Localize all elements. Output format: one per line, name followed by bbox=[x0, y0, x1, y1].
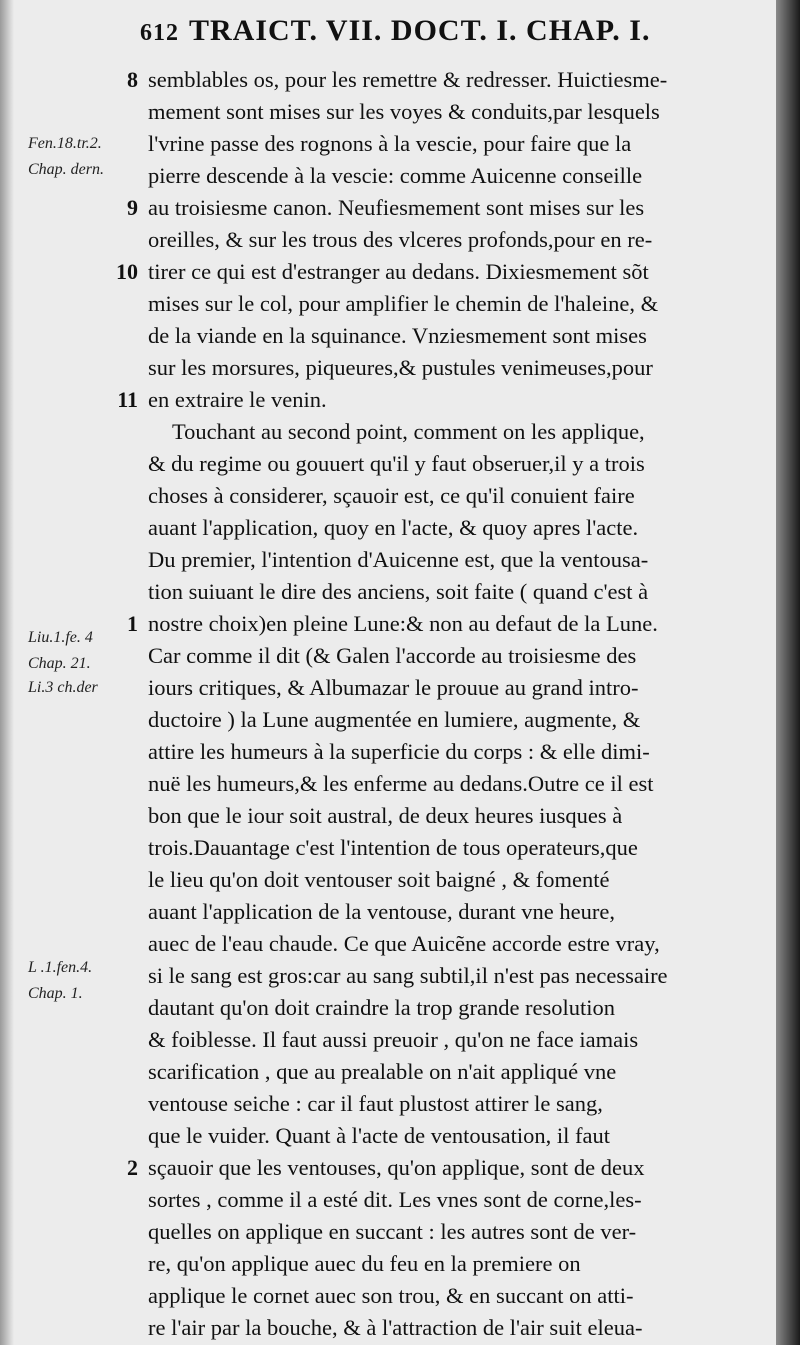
text-line: choses à considerer, sçauoir est, ce qu'il conuient faire bbox=[148, 483, 635, 508]
text-line: auant l'application, quoy en l'acte, & quoy apres l'acte. bbox=[148, 515, 639, 540]
text-line: quelles on applique en succant : les autres sont de ver- bbox=[148, 1219, 637, 1244]
text-line: Du premier, l'intention d'Auicenne est, que la ventousa- bbox=[148, 547, 649, 572]
running-header bbox=[140, 14, 650, 48]
text-line: iours critiques, & Albumazar le prouue au grand intro- bbox=[148, 675, 639, 700]
text-line: tirer ce qui est d'estranger au dedans. Dixiesmement sõt bbox=[148, 259, 649, 284]
text-line: mises sur le col, pour amplifier le chemin de l'haleine, & bbox=[148, 291, 659, 316]
line-number: 11 bbox=[117, 387, 138, 412]
text-line: l'vrine passe des rognons à la vescie, pour faire que la bbox=[148, 131, 632, 156]
margin-note: Li.3 ch.der bbox=[28, 679, 98, 696]
text-line: au troisiesme canon. Neufiesmement sont mises sur les bbox=[148, 195, 645, 220]
text-line: trois.Dauantage c'est l'intention de tous operateurs,que bbox=[148, 835, 638, 860]
text-line: sur les morsures, piqueures,& pustules venimeuses,pour bbox=[148, 355, 653, 380]
text-line: applique le cornet auec son trou, & en succant on atti- bbox=[148, 1283, 634, 1308]
text-line: pierre descende à la vescie: comme Auicenne conseille bbox=[148, 163, 643, 188]
page-number: 612 bbox=[140, 20, 179, 46]
text-line: en extraire le venin. bbox=[148, 387, 327, 412]
margin-note: Chap. 1. bbox=[28, 985, 83, 1002]
line-number: 8 bbox=[127, 67, 138, 92]
margin-note: L .1.fen.4. bbox=[28, 959, 93, 976]
margin-note: Liu.1.fe. 4 bbox=[28, 629, 93, 646]
running-title: TRAICT. VII. DOCT. I. CHAP. I. bbox=[189, 14, 651, 47]
text-line: attire les humeurs à la superficie du corps : & elle dimi- bbox=[148, 739, 650, 764]
text-line: scarification , que au prealable on n'ait appliqué vne bbox=[148, 1059, 617, 1084]
text-line: sortes , comme il a esté dit. Les vnes sont de corne,les- bbox=[148, 1187, 642, 1212]
margin-note: Chap. dern. bbox=[28, 161, 104, 178]
margin-note: Chap. 21. bbox=[28, 655, 91, 672]
text-line: & du regime ou gouuert qu'il y faut obseruer,il y a trois bbox=[148, 451, 645, 476]
margin-note: Fen.18.tr.2. bbox=[28, 135, 102, 152]
text-line: ventouse seiche : car il faut plustost attirer le sang, bbox=[148, 1091, 603, 1116]
text-line: auec de l'eau chaude. Ce que Auicẽne accorde estre vray, bbox=[148, 931, 660, 956]
text-line: si le sang est gros:car au sang subtil,il n'est pas necessaire bbox=[148, 963, 668, 988]
text-line: Car comme il dit (& Galen l'accorde au troisiesme des bbox=[148, 643, 637, 668]
text-line: mement sont mises sur les voyes & conduits,par lesquels bbox=[148, 99, 660, 124]
text-line: re, qu'on applique auec du feu en la premiere on bbox=[148, 1251, 581, 1276]
text-line: dautant qu'on doit craindre la trop grande resolution bbox=[148, 995, 616, 1020]
text-line: sçauoir que les ventouses, qu'on applique, sont de deux bbox=[148, 1155, 645, 1180]
text-line: le lieu qu'on doit ventouser soit baigné , & fomenté bbox=[148, 867, 610, 892]
text-line: oreilles, & sur les trous des vlceres profonds,pour en re- bbox=[148, 227, 653, 252]
text-line: Touchant au second point, comment on les applique, bbox=[172, 419, 645, 444]
gutter-shadow bbox=[0, 0, 14, 1345]
text-line: nuë les humeurs,& les enferme au dedans.Outre ce il est bbox=[148, 771, 654, 796]
line-number: 9 bbox=[127, 195, 138, 220]
line-number: 2 bbox=[127, 1155, 138, 1180]
text-line: nostre choix)en pleine Lune:& non au defaut de la Lune. bbox=[148, 611, 658, 636]
text-line: semblables os, pour les remettre & redresser. Huictiesme- bbox=[148, 67, 668, 92]
text-line: tion suiuant le dire des anciens, soit faite ( quand c'est à bbox=[148, 579, 649, 604]
text-line: bon que le iour soit austral, de deux heures iusques à bbox=[148, 803, 623, 828]
line-number: 1 bbox=[127, 611, 138, 636]
text-line: de la viande en la squinance. Vnziesmement sont mises bbox=[148, 323, 647, 348]
text-line: auant l'application de la ventouse, durant vne heure, bbox=[148, 899, 616, 924]
text-line: re l'air par la bouche, & à l'attraction de l'air suit eleua- bbox=[148, 1315, 643, 1340]
text-line: que le vuider. Quant à l'acte de ventousation, il faut bbox=[148, 1123, 611, 1148]
line-number: 10 bbox=[116, 259, 138, 284]
text-line: & foiblesse. Il faut aussi preuoir , qu'on ne face iamais bbox=[148, 1027, 639, 1052]
text-line: ductoire ) la Lune augmentée en lumiere, augmente, & bbox=[148, 707, 641, 732]
page-edge-shadow bbox=[776, 0, 800, 1345]
